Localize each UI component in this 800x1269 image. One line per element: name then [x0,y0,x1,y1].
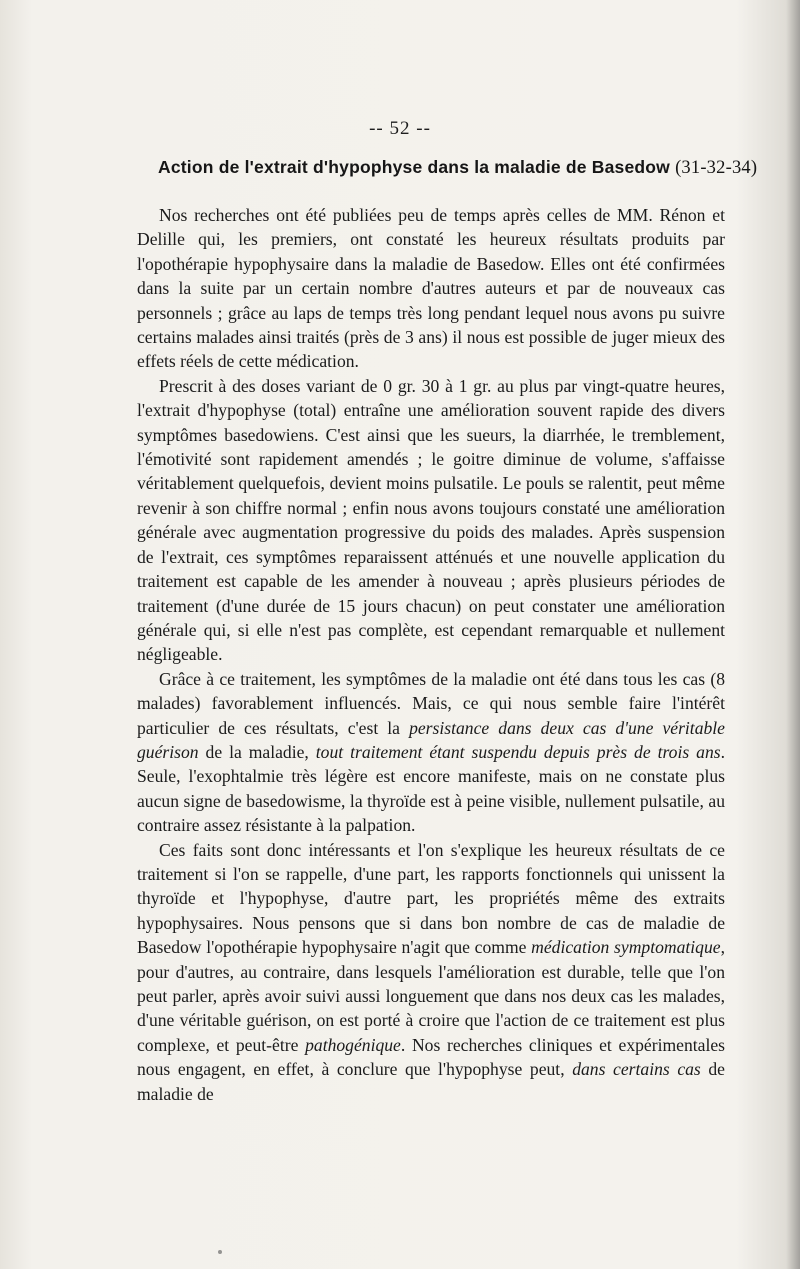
italic-run: persistance dans deux cas d'une véritable guérison [137,717,725,762]
text-run: de la maladie, [198,741,316,762]
ink-speck [218,1250,222,1254]
chapter-title-references: (31-32-34) [675,158,758,178]
text-run: . Nos recherches cliniques et expérimentales nous engagent, en effet, à conclure que l'hypophyse peut, [137,1034,725,1080]
paragraph [137,374,725,667]
italic-run: dans certains cas [572,1059,701,1080]
page-edge-shadow [786,0,800,1269]
text-run: , pour d'autres, au contraire, dans lesquels l'amélioration est durable, telle que l'on peut parler, après avoir suivi aussi longuement que dans nos deux cas les malades, d'une véritable guérison, on est porté à croire que l'action de ce traitement est plus complexe, et peut-être [137,937,725,1055]
body-text [137,203,725,1106]
page-number: -- 52 -- [369,118,431,139]
text-run: . Seule, l'exophtalmie très légère est encore manifeste, mais on ne constate plus aucun signe de basedowisme, la thyroïde est à peine visible, nullement pulsatile, au contraire assez résistante à la palpation. [137,741,726,836]
text-run: Grâce à ce traitement, les symptômes de la maladie ont été dans tous les cas (8 malades) favorablement influencés. Mais, ce qui nous semble faire l'intérêt particulier de ces résultats, c'est la [137,668,725,738]
chapter-title [158,157,758,179]
paragraph [137,838,725,1106]
italic-run: pathogénique [305,1034,401,1055]
chapter-title-text: Action de l'extrait d'hypophyse dans la maladie de Basedow [158,157,670,177]
paragraph [137,667,725,838]
italic-run: tout traitement étant suspendu depuis près de trois ans [315,741,721,762]
text-run: de maladie de [137,1059,725,1104]
text-run: Prescrit à des doses variant de 0 gr. 30 à 1 gr. au plus par vingt-quatre heures, l'extrait d'hypophyse (total) entraîne une amélioration souvent rapide des divers symptômes basedowiens. C'est ainsi que les sueurs, la diarrhée, le tremblement, l'émotivité sont rapidement amendés ; le goitre diminue de volume, s'affaisse véritablement quelquefois, devient moins pulsatile. Le pouls se ralentit, peut même revenir à son chiffre normal ; enfin nous avons toujours constaté une amélioration générale avec augmentation progressive du poids des malades. Après suspension de l'extrait, ces symptômes reparaissent atténués et une nouvelle application du traitement est capable de les amender à nouveau ; après plusieurs périodes de traitement (d'une durée de 15 jours chacun) on peut constater une amélioration générale qui, si elle n'est pas complète, est cependant remarquable et nullement négligeable. [137,375,725,665]
text-run: Nos recherches ont été publiées peu de temps après celles de MM. Rénon et Delille qui, les premiers, ont constaté les heureux résultats produits par l'opothérapie hypophysaire dans la maladie de Basedow. Elles ont été confirmées dans la suite par un certain nombre d'autres auteurs et par de nouveaux cas personnels ; grâce au laps de temps très long pendant lequel nous avons pu suivre certains malades ainsi traités (près de 3 ans) il nous est possible de juger mieux des effets réels de cette médication. [137,205,725,372]
text-run: Ces faits sont donc intéressants et l'on s'explique les heureux résultats de ce traitement si l'on se rappelle, d'une part, les rapports fonctionnels qui unissent la thyroïde et l'hypophyse, d'autre part, les propriétés même des extraits hypophysaires. Nous pensons que si dans bon nombre de cas de maladie de Basedow l'opothérapie hypophysaire n'agit que comme [137,839,725,958]
italic-run: médication symptomatique [531,937,721,958]
paragraph [137,203,725,374]
